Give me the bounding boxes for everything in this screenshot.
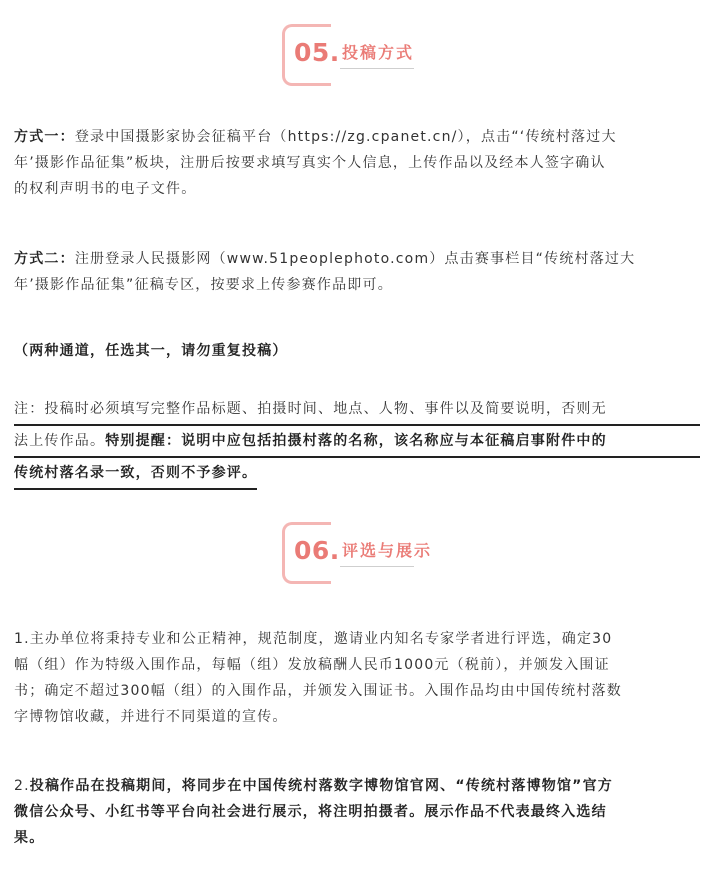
section-number: 06. xyxy=(294,536,340,565)
note-line1: 注：投稿时必须填写完整作品标题、拍摄时间、地点、人物、事件以及简要说明，否则无 xyxy=(14,394,700,426)
method-two-line1: 注册登录人民摄影网（www.51peoplephoto.com）点击赛事栏目“传统村落过大 xyxy=(74,251,636,267)
item2-line1: 投稿作品在投稿期间，将同步在中国传统村落数字博物馆官网、“传统村落博物馆”官方 xyxy=(29,778,613,794)
item1-line2: 幅（组）作为特级入围作品，每幅（组）发放稿酬人民币1000元（税前），并颁发入围证 xyxy=(14,657,610,673)
title-underline xyxy=(340,566,414,567)
selection-item-1 xyxy=(14,626,700,730)
method-two-label: 方式二： xyxy=(14,251,75,267)
section-title: 评选与展示 xyxy=(342,541,433,560)
method-two-line2: 年’摄影作品征集”征稿专区，按要求上传参赛作品即可。 xyxy=(14,277,393,293)
selection-item-2 xyxy=(14,773,700,851)
note-line2 xyxy=(14,426,700,458)
method-one-line2: 年’摄影作品征集”板块，注册后按要求填写真实个人信息，上传作品以及经本人签字确认 xyxy=(14,155,606,171)
method-one-label: 方式一： xyxy=(14,129,75,145)
item2-line3: 果。 xyxy=(14,830,45,846)
section-title: 投稿方式 xyxy=(342,43,415,62)
method-one-line3: 的权利声明书的电子文件。 xyxy=(14,181,197,197)
channel-note-text: （两种通道，任选其一，请勿重复投稿） xyxy=(14,343,288,359)
item1-line4: 字博物馆收藏，并进行不同渠道的宣传。 xyxy=(14,709,288,725)
item2-line2: 微信公众号、小红书等平台向社会进行展示，将注明拍摄者。展示作品不代表最终入选结 xyxy=(14,804,607,820)
title-underline xyxy=(340,68,414,69)
method-one-line1: 登录中国摄影家协会征稿平台（https://zg.cpanet.cn/），点击“‘传统村落过大 xyxy=(74,129,617,145)
method-two-paragraph xyxy=(14,246,700,298)
item1-line3: 书；确定不超过300幅（组）的入围作品，并颁发入围证书。入围作品均由中国传统村落数 xyxy=(14,683,622,699)
section-number: 05. xyxy=(294,38,340,67)
section-05-header xyxy=(282,24,442,86)
method-one-paragraph xyxy=(14,124,700,202)
special-reminder: 特别提醒：说明中应包括拍摄村落的名称，该名称应与本征稿启事附件中的 xyxy=(105,433,607,449)
channel-note xyxy=(14,338,700,364)
item2-prefix: 2. xyxy=(14,778,30,794)
note-line2-start: 法上传作品。 xyxy=(14,433,106,449)
item1-line1: 1.主办单位将秉持专业和公正精神，规范制度，邀请业内知名专家学者进行评选，确定30 xyxy=(14,631,613,647)
note-line3-text: 传统村落名录一致，否则不予参评。 xyxy=(14,465,258,481)
note-line3 xyxy=(14,458,257,490)
section-06-header xyxy=(282,522,442,584)
submission-note xyxy=(14,394,700,490)
